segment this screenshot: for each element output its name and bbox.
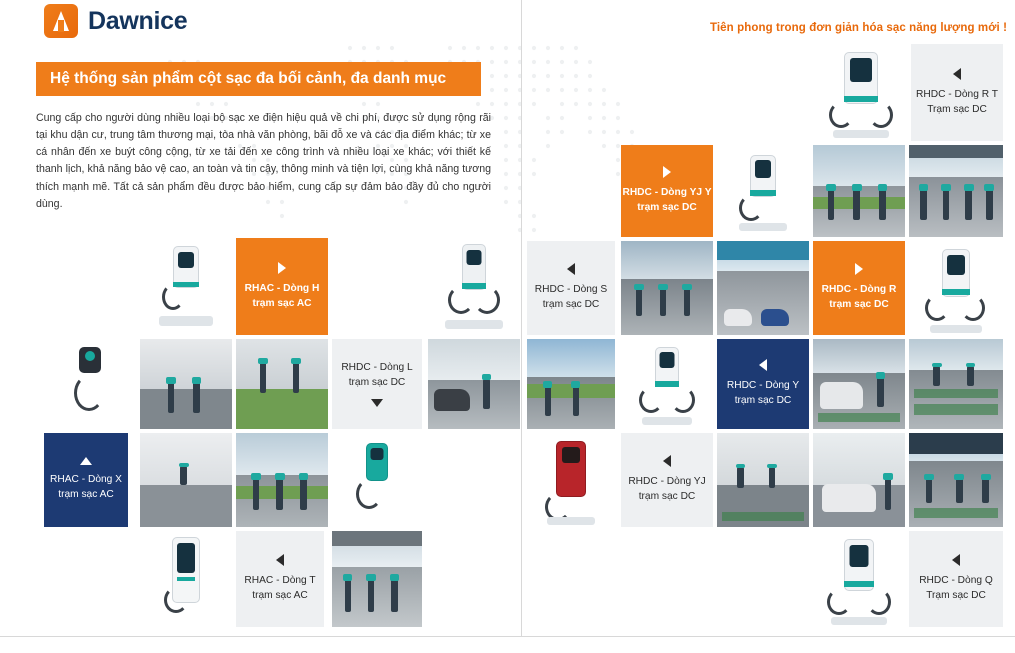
charger-illustration — [909, 241, 1003, 335]
brand-logo — [44, 4, 187, 38]
arrow-left-icon — [759, 359, 767, 371]
charger-illustration — [717, 145, 809, 237]
card-caption — [244, 574, 315, 604]
card-line2: Trạm sạc DC — [927, 103, 987, 115]
card-rhdc-y[interactable] — [717, 339, 809, 429]
card-line2: trạm sạc DC — [637, 202, 697, 213]
arrow-right-icon — [855, 263, 863, 275]
card-line2: trạm sạc DC — [638, 491, 696, 502]
card-line1: RHDC - Dòng R — [821, 284, 897, 296]
card-caption — [50, 473, 122, 503]
card-caption — [916, 88, 998, 118]
arrow-down-icon — [371, 399, 383, 407]
card-rhdc-rt[interactable] — [911, 44, 1003, 141]
card-line2: trạm sạc AC — [252, 590, 308, 601]
card-rhdc-l[interactable] — [332, 339, 422, 429]
photo-fill — [140, 433, 232, 527]
scene-photo-car-charging — [813, 433, 905, 527]
scene-photo-dc-row — [621, 241, 713, 335]
kiosk-illustration — [140, 531, 232, 627]
dawnice-mark-icon — [44, 4, 78, 38]
scene-photo-roadside — [527, 339, 615, 429]
photo-fill — [813, 433, 905, 527]
photo-fill — [717, 433, 809, 527]
card-caption — [535, 283, 607, 313]
card-line2: Trạm sạc DC — [926, 590, 986, 601]
card-line1: RHAC - Dòng H — [244, 282, 320, 294]
card-line1: RHDC - Dòng YJ Y — [622, 187, 712, 199]
wallbox-illustration — [44, 339, 136, 429]
charger-illustration — [332, 433, 422, 527]
product-photo-rhdc-y — [621, 339, 713, 429]
card-line1: RHDC - Dòng Q — [919, 575, 993, 587]
scene-photo-street-chargers — [813, 145, 905, 237]
card-rhac-x[interactable] — [44, 433, 128, 527]
card-line2: trạm sạc DC — [348, 377, 406, 388]
card-line1: RHDC - Dòng YJ — [628, 476, 706, 488]
photo-fill — [140, 339, 232, 429]
product-photo-rhac-h — [140, 238, 232, 335]
card-caption — [727, 379, 799, 409]
card-rhdc-r[interactable] — [813, 241, 905, 335]
photo-fill — [813, 339, 905, 429]
card-caption — [245, 282, 320, 312]
card-line2: trạm sạc DC — [829, 299, 889, 310]
product-photo-rhac-t — [140, 531, 232, 627]
arrow-right-icon — [663, 166, 671, 178]
card-rhac-t[interactable] — [236, 531, 324, 627]
charger-illustration — [140, 238, 232, 335]
scene-photo-outdoor-lot — [236, 433, 328, 527]
charger-illustration — [815, 44, 907, 141]
card-line2: trạm sạc DC — [734, 395, 792, 406]
photo-fill — [909, 339, 1003, 429]
product-photo-rhdc-q — [813, 531, 905, 627]
card-line2: trạm sạc AC — [252, 297, 312, 309]
card-caption — [628, 475, 705, 505]
charger-illustration — [428, 238, 520, 335]
charger-illustration — [813, 531, 905, 627]
photo-fill — [717, 241, 809, 335]
intro-paragraph: Cung cấp cho người dùng nhiều loại bộ sạc xe điện hiệu quả về chi phí, được sử dụng rộng rãi tại khu dận cư, trung tâm thương mại, tòa nhà văn phòng, bãi đỗ xe và các địa điểm khác; từ xe cá nhân đến xe buýt công cộng, từ xe tải đến xe công trình và nhiều loại xe khác; với thiết kế thanh lịch, khả năng bảo vệ cao, an toàn và tin cậy, thông minh và tiện lợi, cùng khả năng tương thích mạnh mẽ. Tất cả sản phẩm đều được bảo hiểm, cung cấp sự đảm bảo đầy đủ cho người dùng. — [36, 112, 491, 210]
card-rhdc-yj[interactable] — [621, 433, 713, 527]
scene-photo-solar-canopy — [909, 433, 1003, 527]
scene-photo-wallbox-garage — [140, 433, 232, 527]
product-photo-rhac-x — [332, 433, 422, 527]
card-caption — [822, 283, 897, 313]
product-photo-rhdc-rt — [815, 44, 907, 141]
product-photo-dc-unit — [717, 145, 809, 237]
arrow-up-icon — [80, 457, 92, 465]
scene-photo-truck-charging — [813, 339, 905, 429]
scene-photo-station-row — [332, 531, 422, 627]
charger-illustration — [527, 433, 615, 527]
arrow-left-icon — [276, 554, 284, 566]
card-caption — [622, 186, 711, 216]
photo-fill — [428, 339, 520, 429]
section-title-band — [36, 62, 481, 96]
scene-photo-parking-lot — [428, 339, 520, 429]
card-rhdc-s[interactable] — [527, 241, 615, 335]
card-line1: RHDC - Dòng L — [341, 362, 413, 374]
page-title: Hệ thống sản phẩm cột sạc đa bối cảnh, đa danh mục — [50, 70, 447, 87]
photo-fill — [909, 145, 1003, 237]
scene-photo-indoor-garage — [140, 339, 232, 429]
brand-name: Dawnice — [88, 6, 188, 35]
scene-photo-canopy-station — [717, 241, 809, 335]
scene-photo-green-wall — [236, 339, 328, 429]
photo-fill — [909, 433, 1003, 527]
card-line1: RHDC - Dòng Y — [726, 380, 800, 392]
card-line1: RHDC - Dòng S — [534, 284, 608, 296]
product-photo-rhdc-r — [909, 241, 1003, 335]
card-rhdc-q[interactable] — [909, 531, 1003, 627]
photo-fill — [813, 145, 905, 237]
scene-photo-charging-bay — [909, 145, 1003, 237]
card-rhac-h[interactable] — [236, 238, 328, 335]
card-caption — [919, 574, 993, 604]
card-line1: RHAC - Dòng X — [50, 474, 122, 486]
product-photo-ac-dual — [428, 238, 520, 335]
arrow-left-icon — [567, 263, 575, 275]
photo-fill — [236, 433, 328, 527]
bottom-divider — [0, 636, 1015, 637]
arrow-left-icon — [953, 68, 961, 80]
scene-photo-underground-garage — [717, 433, 809, 527]
arrow-right-icon — [278, 262, 286, 274]
product-photo-rhdc-yj — [527, 433, 615, 527]
arrow-left-icon — [663, 455, 671, 467]
card-rhdc-yj-y[interactable] — [621, 145, 713, 237]
product-photo-wallbox — [44, 339, 136, 429]
photo-fill — [621, 241, 713, 335]
photo-fill — [236, 339, 328, 429]
card-line1: RHDC - Dòng R T — [916, 88, 998, 100]
vertical-divider — [521, 0, 522, 637]
scene-photo-green-parking — [909, 339, 1003, 429]
card-caption — [341, 361, 412, 391]
card-line2: trạm sạc DC — [542, 299, 600, 310]
photo-fill — [332, 531, 422, 627]
arrow-left-icon — [952, 554, 960, 566]
card-line2: trạm sạc AC — [58, 489, 114, 500]
photo-fill — [527, 339, 615, 429]
card-line1: RHAC - Dòng T — [244, 575, 316, 587]
charger-illustration — [621, 339, 713, 429]
header-tagline: Tiên phong trong đơn giản hóa sạc năng lượng mới ! — [709, 22, 1007, 34]
